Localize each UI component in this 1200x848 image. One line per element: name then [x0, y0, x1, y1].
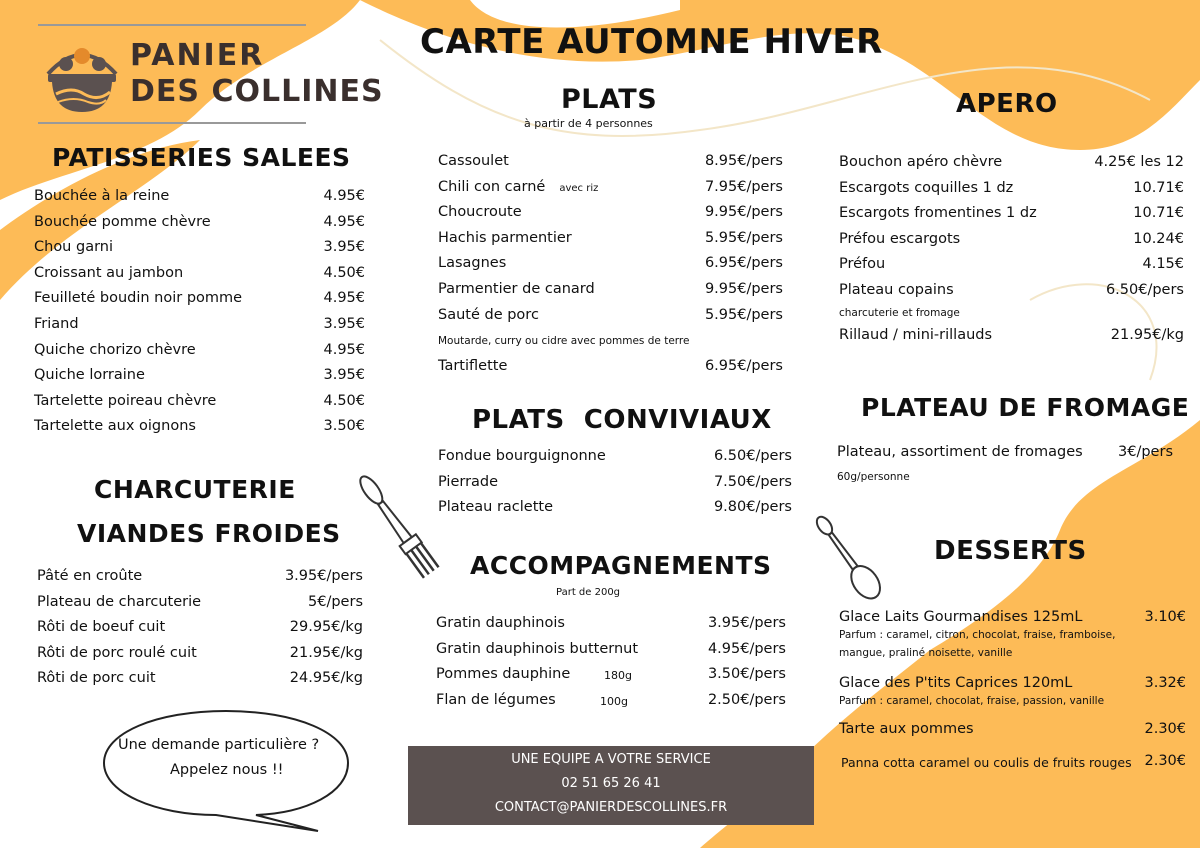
list-item: Flan de légumes 100g 2.50€/pers — [436, 691, 786, 708]
page-title: CARTE AUTOMNE HIVER — [420, 22, 883, 62]
list-item: Friand 3.95€ — [34, 316, 365, 332]
list-item: Plateau de charcuterie 5€/pers — [37, 593, 363, 610]
list-item: Fondue bourguignonne 6.50€/pers — [438, 448, 792, 464]
glace1-parfum-line2: mangue, praliné noisette, vanille — [839, 647, 1013, 659]
contact-phone[interactable]: 02 51 65 26 41 — [561, 776, 661, 791]
list-item: Rôti de porc cuit 24.95€/kg — [37, 670, 363, 687]
plats-title: PLATS — [561, 84, 658, 115]
desserts-title: DESSERTS — [934, 536, 1087, 566]
viandes-froides-title: VIANDES FROIDES — [77, 519, 341, 548]
list-item: Gratin dauphinois 3.95€/pers — [436, 615, 786, 631]
list-item: Escargots coquilles 1 dz 10.71€ — [839, 179, 1184, 196]
spoon-icon — [803, 508, 893, 608]
plats-subtitle: à partir de 4 personnes — [524, 117, 653, 130]
contact-email[interactable]: CONTACT@PANIERDESCOLLINES.FR — [494, 800, 728, 815]
plateau-copains-note: charcuterie et fromage — [839, 307, 960, 319]
patisseries-title: PATISSERIES SALEES — [52, 143, 351, 172]
list-item: Tartelette poireau chèvre 4.50€ — [34, 392, 365, 409]
basket-hills-logo — [44, 34, 120, 114]
list-item: Pommes dauphine 180g 3.50€/pers — [436, 666, 786, 683]
fork-icon — [346, 462, 446, 587]
list-item: Pierrade 7.50€/pers — [438, 473, 792, 490]
list-item: Croissant au jambon 4.50€ — [34, 264, 365, 281]
list-item: Rôti de porc roulé cuit 21.95€/kg — [37, 644, 363, 661]
list-item: Bouchon apéro chèvre 4.25€ les 12 — [839, 154, 1184, 170]
fromage-title: PLATEAU DE FROMAGE — [861, 393, 1190, 422]
list-item: Pâté en croûte 3.95€/pers — [37, 568, 363, 584]
list-item: Gratin dauphinois butternut 4.95€/pers — [436, 640, 786, 657]
list-item: Chili con carné avec riz 7.95€/pers — [438, 178, 783, 195]
list-item: Quiche lorraine 3.95€ — [34, 367, 365, 384]
list-item: Glace Laits Gourmandises 125mL 3.10€ — [839, 609, 1186, 625]
glace1-parfum-line1: Parfum : caramel, citron, chocolat, fraise, framboise, — [839, 629, 1116, 641]
list-item: Tarte aux pommes 2.30€ — [839, 721, 1186, 737]
list-item: Bouchée pomme chèvre 4.95€ — [34, 213, 365, 230]
list-item: Cassoulet 8.95€/pers — [438, 153, 783, 169]
list-item: Plateau copains 6.50€/pers — [839, 282, 1184, 298]
list-item: Lasagnes 6.95€/pers — [438, 255, 783, 272]
list-item: Plateau raclette 9.80€/pers — [438, 499, 792, 516]
list-item: Rôti de boeuf cuit 29.95€/kg — [37, 619, 363, 636]
list-item: Plateau, assortiment de fromages 3€/pers — [837, 444, 1173, 460]
list-item: Quiche chorizo chèvre 4.95€ — [34, 341, 365, 358]
list-item: Rillaud / mini-rillauds 21.95€/kg — [839, 327, 1184, 343]
list-item: Bouchée à la reine 4.95€ — [34, 188, 365, 204]
accompagnements-subtitle: Part de 200g — [556, 587, 621, 598]
list-item: Parmentier de canard 9.95€/pers — [438, 281, 783, 297]
list-item: Glace des P'tits Caprices 120mL 3.32€ — [839, 675, 1186, 691]
accompagnements-title: ACCOMPAGNEMENTS — [470, 551, 772, 580]
bubble-line1: Une demande particulière ? — [118, 737, 320, 753]
glace2-parfum: Parfum : caramel, chocolat, fraise, passion, vanille — [839, 695, 1105, 707]
apero-title: APERO — [956, 89, 1058, 119]
brand-name-line2: DES COLLINES — [130, 74, 384, 109]
list-item: Feuilleté boudin noir pomme 4.95€ — [34, 290, 365, 307]
list-item: Hachis parmentier 5.95€/pers — [438, 229, 783, 246]
list-item: Tartelette aux oignons 3.50€ — [34, 418, 365, 435]
contact-team: UNE EQUIPE A VOTRE SERVICE — [511, 752, 711, 767]
saute-note: Moutarde, curry ou cidre avec pommes de terre — [438, 335, 690, 347]
brand-bottom-rule — [38, 122, 306, 124]
brand-top-rule — [38, 24, 306, 26]
bubble-line2: Appelez nous !! — [170, 762, 284, 778]
list-item: Préfou escargots 10.24€ — [839, 230, 1184, 247]
list-item: Tartiflette 6.95€/pers — [438, 358, 783, 374]
charcuterie-title: CHARCUTERIE — [94, 475, 296, 504]
list-item: Choucroute 9.95€/pers — [438, 204, 783, 221]
list-item: Panna cotta caramel ou coulis de fruits rouges 2.30€ — [841, 753, 1186, 770]
list-item: Chou garni 3.95€ — [34, 239, 365, 256]
brand-name-line1: PANIER — [130, 38, 265, 73]
list-item: Préfou 4.15€ — [839, 256, 1184, 273]
fromage-note: 60g/personne — [837, 471, 910, 483]
list-item: Escargots fromentines 1 dz 10.71€ — [839, 205, 1184, 222]
conviviaux-title: PLATS CONVIVIAUX — [472, 405, 772, 435]
list-item: Sauté de porc 5.95€/pers — [438, 306, 783, 323]
